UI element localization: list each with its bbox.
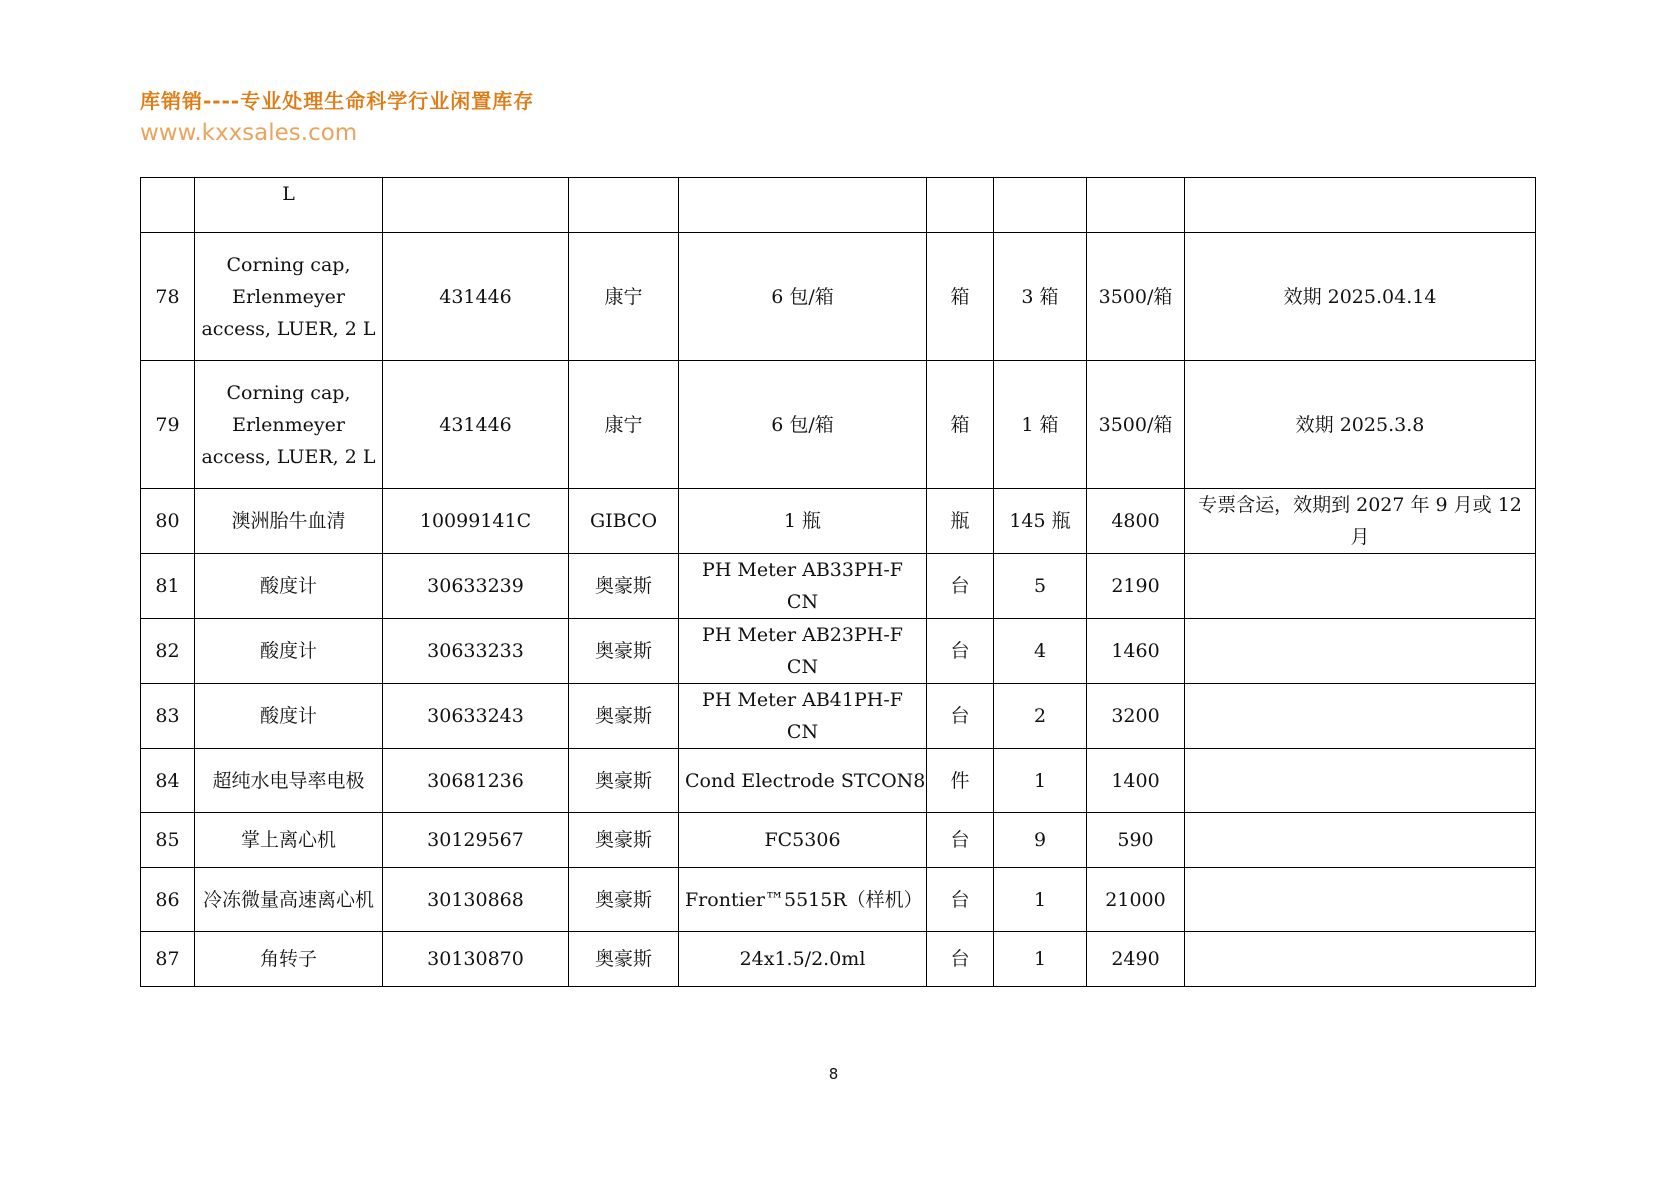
cell-code: 30129567	[383, 813, 569, 868]
cell-qty: 3 箱	[994, 233, 1087, 361]
cell-price: 1400	[1087, 749, 1185, 813]
cell-no: 80	[141, 489, 195, 554]
cell-spec: 6 包/箱	[679, 361, 927, 489]
table-row	[141, 489, 1536, 554]
cell-brand: 奥豪斯	[569, 868, 679, 932]
cell-name: Corning cap, Erlenmeyer access, LUER, 2 L	[195, 233, 383, 361]
cell-brand	[569, 178, 679, 233]
cell-name: 掌上离心机	[195, 813, 383, 868]
cell-name: 酸度计	[195, 554, 383, 619]
cell-no: 84	[141, 749, 195, 813]
cell-spec: PH Meter AB23PH-F CN	[679, 619, 927, 684]
cell-unit: 台	[927, 619, 994, 684]
cell-code: 30633239	[383, 554, 569, 619]
cell-no: 86	[141, 868, 195, 932]
cell-note: 专票含运，效期到 2027 年 9 月或 12 月	[1185, 489, 1536, 554]
cell-brand: 康宁	[569, 233, 679, 361]
cell-price: 2490	[1087, 932, 1185, 987]
cell-code: 30130870	[383, 932, 569, 987]
cell-brand: 康宁	[569, 361, 679, 489]
cell-no: 81	[141, 554, 195, 619]
table-row	[141, 868, 1536, 932]
cell-price: 4800	[1087, 489, 1185, 554]
cell-price	[1087, 178, 1185, 233]
cell-no: 83	[141, 684, 195, 749]
cell-qty: 2	[994, 684, 1087, 749]
cell-note	[1185, 932, 1536, 987]
cell-unit: 件	[927, 749, 994, 813]
table-row	[141, 619, 1536, 684]
cell-code: 30681236	[383, 749, 569, 813]
cell-qty: 1 箱	[994, 361, 1087, 489]
cell-code	[383, 178, 569, 233]
cell-note	[1185, 684, 1536, 749]
cell-no	[141, 178, 195, 233]
table-row	[141, 554, 1536, 619]
cell-name: L	[195, 178, 383, 233]
cell-spec: Frontier™5515R（样机）	[679, 868, 927, 932]
cell-brand: 奥豪斯	[569, 684, 679, 749]
cell-unit: 箱	[927, 233, 994, 361]
cell-qty: 1	[994, 749, 1087, 813]
table-row	[141, 178, 1536, 233]
cell-spec: 24x1.5/2.0ml	[679, 932, 927, 987]
cell-spec: FC5306	[679, 813, 927, 868]
cell-name: 澳洲胎牛血清	[195, 489, 383, 554]
page-number: 8	[828, 1065, 839, 1083]
cell-spec: PH Meter AB33PH-F CN	[679, 554, 927, 619]
cell-price: 590	[1087, 813, 1185, 868]
cell-price: 2190	[1087, 554, 1185, 619]
cell-price: 3500/箱	[1087, 361, 1185, 489]
cell-brand: 奥豪斯	[569, 554, 679, 619]
table-row	[141, 813, 1536, 868]
cell-name: 角转子	[195, 932, 383, 987]
cell-no: 79	[141, 361, 195, 489]
cell-code: 431446	[383, 361, 569, 489]
cell-brand: 奥豪斯	[569, 749, 679, 813]
cell-unit: 台	[927, 868, 994, 932]
cell-code: 10099141C	[383, 489, 569, 554]
cell-note	[1185, 619, 1536, 684]
inventory-table	[140, 177, 1536, 987]
brand-slogan: 库销销----专业处理生命科学行业闲置库存	[140, 89, 535, 113]
cell-qty: 5	[994, 554, 1087, 619]
cell-unit: 台	[927, 813, 994, 868]
table-row	[141, 684, 1536, 749]
cell-brand: 奥豪斯	[569, 619, 679, 684]
cell-note	[1185, 868, 1536, 932]
cell-qty	[994, 178, 1087, 233]
cell-qty: 9	[994, 813, 1087, 868]
cell-unit: 台	[927, 684, 994, 749]
cell-code: 30633243	[383, 684, 569, 749]
cell-price: 21000	[1087, 868, 1185, 932]
cell-no: 87	[141, 932, 195, 987]
cell-qty: 1	[994, 932, 1087, 987]
table-row	[141, 233, 1536, 361]
cell-unit	[927, 178, 994, 233]
cell-unit: 箱	[927, 361, 994, 489]
table-row	[141, 932, 1536, 987]
cell-unit: 台	[927, 932, 994, 987]
cell-brand: 奥豪斯	[569, 932, 679, 987]
cell-note	[1185, 813, 1536, 868]
cell-no: 78	[141, 233, 195, 361]
cell-note: 效期 2025.04.14	[1185, 233, 1536, 361]
cell-spec: PH Meter AB41PH-F CN	[679, 684, 927, 749]
table-row	[141, 749, 1536, 813]
website-url: www.kxxsales.com	[140, 120, 358, 146]
cell-code: 30633233	[383, 619, 569, 684]
cell-price: 3200	[1087, 684, 1185, 749]
cell-name: 酸度计	[195, 684, 383, 749]
cell-price: 3500/箱	[1087, 233, 1185, 361]
cell-name: Corning cap, Erlenmeyer access, LUER, 2 L	[195, 361, 383, 489]
cell-name: 冷冻微量高速离心机	[195, 868, 383, 932]
cell-name: 超纯水电导率电极	[195, 749, 383, 813]
cell-name: 酸度计	[195, 619, 383, 684]
cell-note	[1185, 554, 1536, 619]
cell-note	[1185, 178, 1536, 233]
cell-note: 效期 2025.3.8	[1185, 361, 1536, 489]
cell-brand: 奥豪斯	[569, 813, 679, 868]
cell-qty: 1	[994, 868, 1087, 932]
cell-brand: GIBCO	[569, 489, 679, 554]
cell-code: 30130868	[383, 868, 569, 932]
cell-no: 82	[141, 619, 195, 684]
cell-unit: 瓶	[927, 489, 994, 554]
cell-spec: 1 瓶	[679, 489, 927, 554]
cell-note	[1185, 749, 1536, 813]
cell-no: 85	[141, 813, 195, 868]
cell-spec: 6 包/箱	[679, 233, 927, 361]
cell-qty: 145 瓶	[994, 489, 1087, 554]
cell-spec: Cond Electrode STCON8	[679, 749, 927, 813]
cell-spec	[679, 178, 927, 233]
table-row	[141, 361, 1536, 489]
cell-price: 1460	[1087, 619, 1185, 684]
cell-qty: 4	[994, 619, 1087, 684]
cell-unit: 台	[927, 554, 994, 619]
cell-code: 431446	[383, 233, 569, 361]
